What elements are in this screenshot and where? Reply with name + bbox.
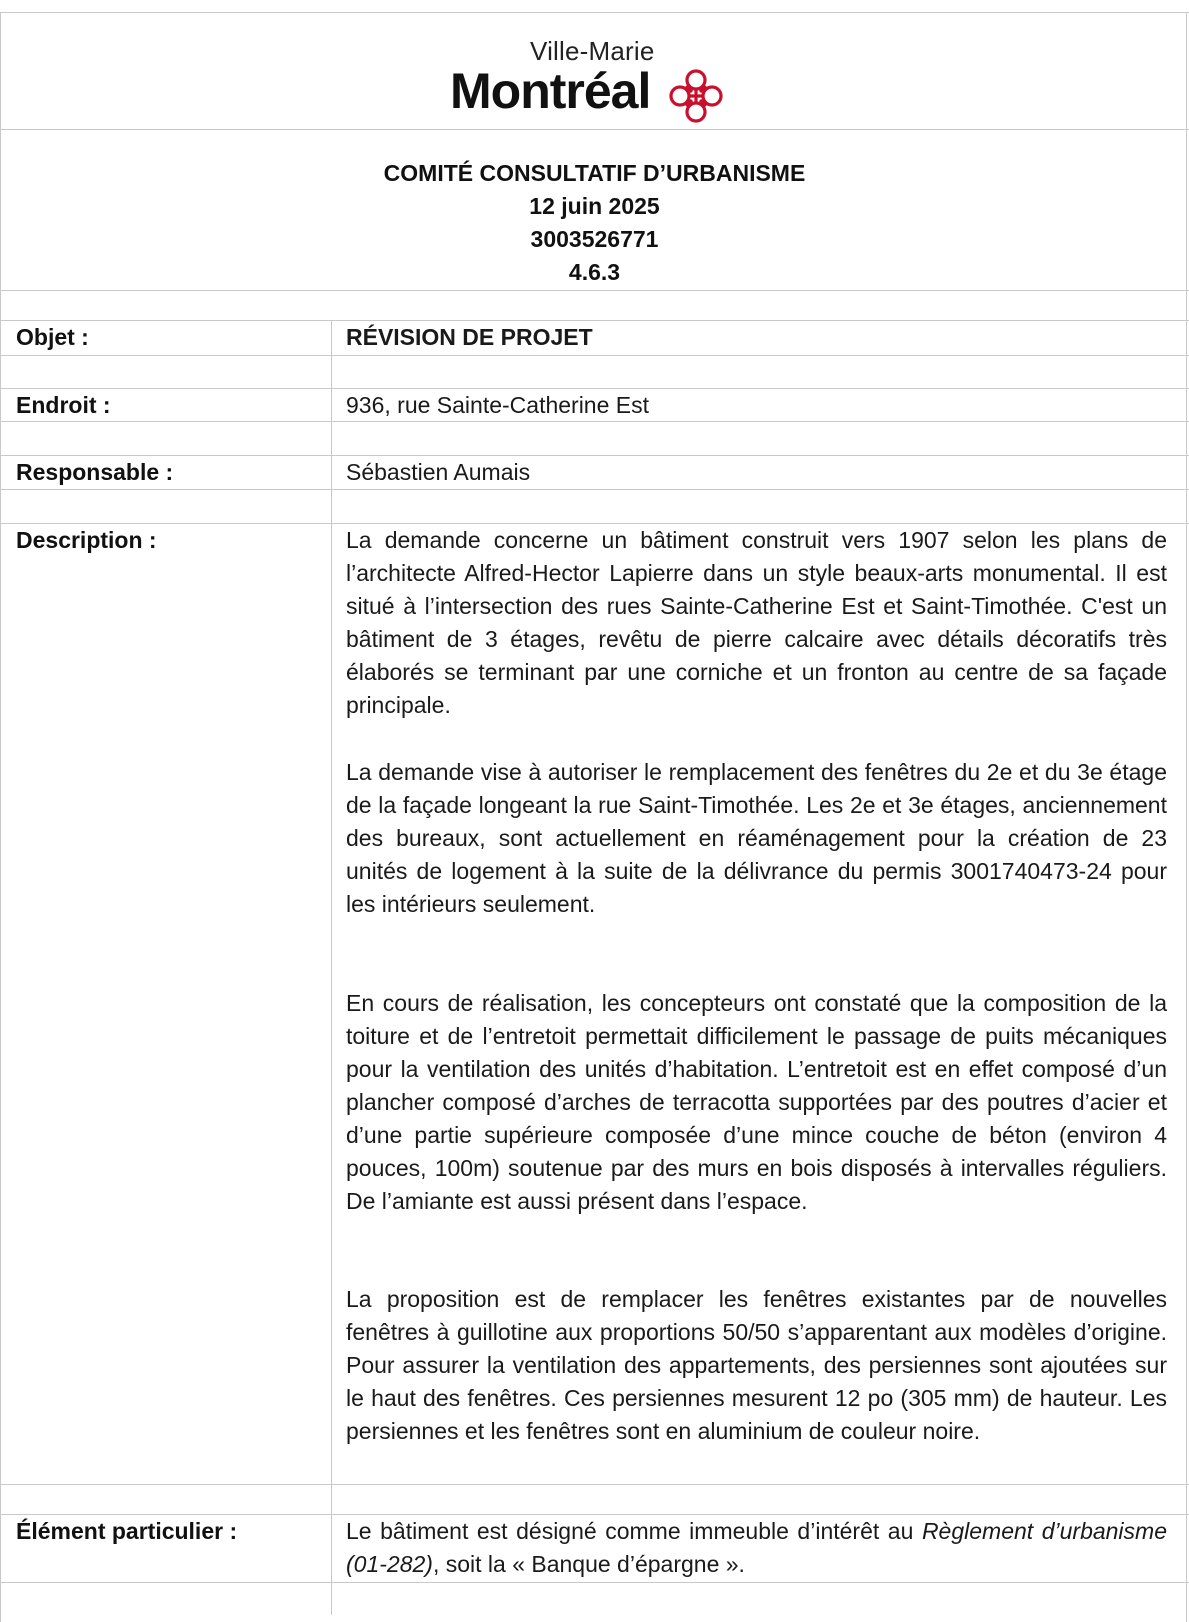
divider — [0, 12, 1189, 13]
divider — [0, 355, 1189, 356]
document-heading — [0, 157, 1189, 289]
element-text-before: Le bâtiment est désigné comme immeuble d’intérêt au — [346, 1518, 922, 1544]
element-text-after: , soit la « Banque d’épargne ». — [432, 1551, 745, 1577]
divider — [0, 455, 1189, 456]
divider — [0, 320, 1189, 321]
divider — [0, 421, 1189, 422]
element-particulier-text — [346, 1515, 1167, 1581]
element-particulier-label: Élément particulier : — [16, 1518, 238, 1544]
objet-value: RÉVISION DE PROJET — [346, 324, 593, 350]
element-text-regulation: Règlement d’urbanisme (01-282) — [346, 1518, 1167, 1577]
responsable-label: Responsable : — [16, 459, 174, 485]
divider — [0, 489, 1189, 490]
meeting-date: 12 juin 2025 — [529, 193, 660, 219]
description-paragraph-4: La proposition est de remplacer les fenêtres existantes par de nouvelles fenêtres à guillotine aux proportions 50/50 s’apparentant aux modèles d’origine. Pour assurer la ventilation des appartements, des persiennes sont ajoutées sur le haut des fenêtres. Ces persiennes mesurent 12 po (305 mm) de hauteur. Les persiennes et les fenêtres sont en aluminium de couleur noire. — [346, 1286, 1167, 1444]
agenda-item-number: 4.6.3 — [568, 259, 621, 285]
description-paragraph-3: En cours de réalisation, les concepteurs ont constaté que la composition de la toiture et de l’entretoit permettait difficilement le passage de puits mécaniques pour la ventilation des unités d’habitation. L’entretoit est en effet composé d’un plancher composé d’arches de terracotta supportées par des poutres d’acier et d’une partie supérieure composée d’une mince couche de béton (environ 4 pouces, 100m) soutenue par des murs en bois disposés à intervalles réguliers. De l’amiante est aussi présent dans l’espace. — [346, 990, 1167, 1214]
objet-label: Objet : — [16, 324, 89, 350]
file-number: 3003526771 — [530, 226, 659, 252]
montreal-logo — [450, 36, 750, 120]
responsable-value: Sébastien Aumais — [346, 459, 531, 485]
divider — [0, 290, 1189, 291]
description-label: Description : — [16, 527, 157, 553]
rosette-icon — [666, 66, 726, 126]
logo-city: Montréal — [450, 63, 651, 119]
committee-title: COMITÉ CONSULTATIF D’URBANISME — [383, 160, 806, 186]
description-paragraph-1: La demande concerne un bâtiment construit vers 1907 selon les plans de l’architecte Alfred-Hector Lapierre dans un style beaux-arts monumental. Il est situé à l’intersection des rues Sainte-Catherine Est et Saint-Timothée. C'est un bâtiment de 3 étages, revêtu de pierre calcaire avec détails décoratifs très élaborés se terminant par une corniche et un fronton au centre de sa façade principale. — [346, 527, 1167, 718]
endroit-value: 936, rue Sainte-Catherine Est — [346, 392, 650, 418]
description-paragraph-2: La demande vise à autoriser le remplacement des fenêtres du 2e et du 3e étage de la façade longeant la rue Saint-Timothée. Les 2e et 3e étages, anciennement des bureaux, sont actuellement en réaménagement pour la création de 23 unités de logement à la suite de la délivrance du permis 3001740473-24 pour les intérieurs seulement. — [346, 759, 1167, 917]
logo-borough: Ville-Marie — [530, 36, 655, 66]
divider — [0, 1582, 1189, 1583]
divider — [0, 388, 1189, 389]
divider — [0, 1484, 1189, 1485]
divider — [0, 129, 1189, 130]
endroit-label: Endroit : — [16, 392, 111, 418]
column-divider — [331, 320, 332, 1615]
